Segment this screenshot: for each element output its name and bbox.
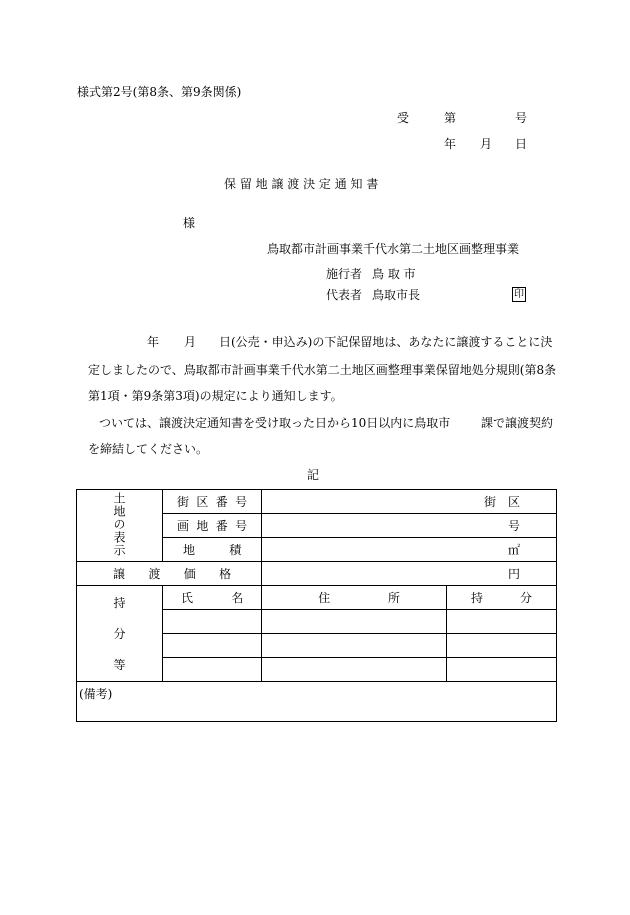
- area-field[interactable]: ㎡: [262, 538, 557, 562]
- body-line5: を締結してください。: [88, 442, 209, 456]
- issuer-name: 鳥 取 市: [372, 267, 416, 281]
- issuer-label: 施行者: [326, 267, 363, 281]
- body-line3: 第1項・第9条第3項)の規定により通知します。: [88, 389, 343, 403]
- remarks-cell[interactable]: [77, 682, 557, 722]
- price-label: 譲 渡 価 格: [77, 562, 262, 586]
- body-year: 年: [147, 335, 160, 349]
- ki-mark: 記: [307, 468, 320, 482]
- price-field[interactable]: 円: [262, 562, 557, 586]
- holder-share-cell[interactable]: [446, 658, 556, 682]
- body-month: 月: [184, 335, 197, 349]
- body-line4a: ついては、譲渡決定通知書を受け取った日から10日以内に鳥取市: [99, 416, 451, 430]
- holder-address-cell[interactable]: [262, 658, 447, 682]
- page-title: 保 留 地 譲 渡 決 定 通 知 書: [224, 177, 379, 191]
- addressee: 様: [183, 216, 196, 230]
- date-month: 月: [480, 137, 493, 151]
- holder-address-cell[interactable]: [262, 610, 447, 634]
- land-table: [76, 489, 557, 722]
- representative-label: 代表者: [326, 288, 363, 302]
- col-address-header: 住 所: [262, 586, 447, 610]
- receipt-uke: 受: [397, 111, 410, 125]
- form-number: 様式第2号(第8条、第9条関係): [77, 85, 242, 99]
- area-label: 地 積: [163, 538, 262, 562]
- land-header: 土地の表示: [77, 490, 163, 562]
- block-number-label: 街 区 番 号: [163, 490, 262, 514]
- col-share-header: 持 分: [446, 586, 556, 610]
- date-year: 年: [444, 137, 457, 151]
- representative-name: 鳥取市長: [372, 288, 421, 302]
- holder-address-cell[interactable]: [262, 634, 447, 658]
- remarks-label: (備考): [79, 687, 113, 701]
- holder-name-cell[interactable]: [163, 610, 262, 634]
- holding-header: 持 分 等: [77, 586, 163, 682]
- lot-number-label: 画 地 番 号: [163, 514, 262, 538]
- body-line4b: 課で譲渡契約: [481, 416, 554, 430]
- receipt-dai: 第: [444, 111, 457, 125]
- body-line2: 定しましたので、鳥取都市計画事業千代水第二土地区画整理事業保留地処分規則(第8条: [88, 363, 557, 377]
- receipt-go: 号: [515, 111, 528, 125]
- body-line1: 日(公売・申込み)の下記保留地は、あなたに譲渡することに決: [219, 335, 553, 349]
- holder-share-cell[interactable]: [446, 610, 556, 634]
- date-day: 日: [515, 137, 528, 151]
- holder-name-cell[interactable]: [163, 634, 262, 658]
- lot-number-field[interactable]: 号: [262, 514, 557, 538]
- holder-share-cell[interactable]: [446, 634, 556, 658]
- block-number-field[interactable]: 街 区: [262, 490, 557, 514]
- project-name: 鳥取都市計画事業千代水第二土地区画整理事業: [267, 242, 520, 256]
- seal-mark: 印: [514, 289, 524, 300]
- col-name-header: 氏 名: [163, 586, 262, 610]
- holder-name-cell[interactable]: [163, 658, 262, 682]
